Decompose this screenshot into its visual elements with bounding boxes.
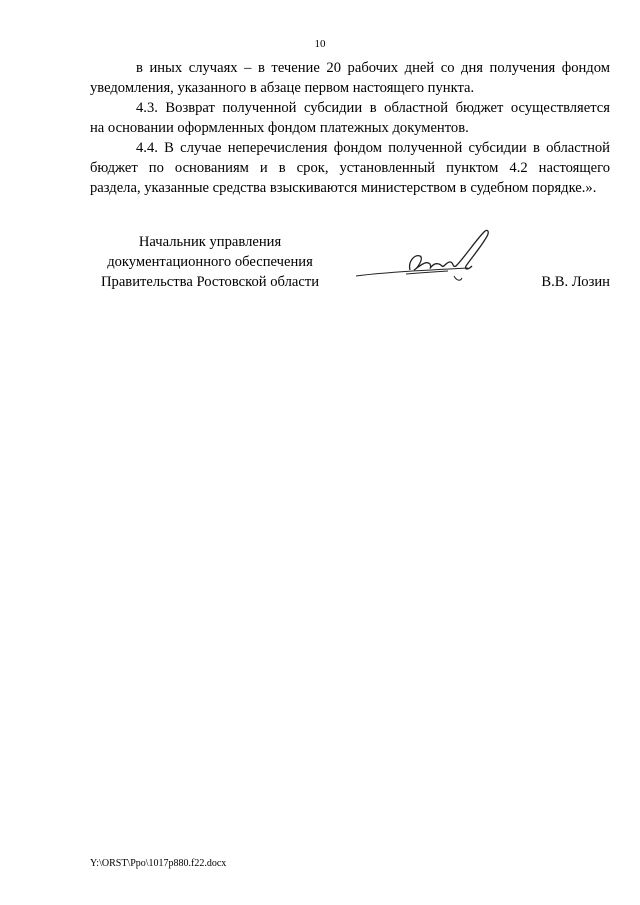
text-line: в иных случаях – в течение 20 рабочих дней со дня получения фондом [136, 60, 610, 76]
signatory-position [90, 232, 330, 292]
position-line: Начальник управления [138, 234, 282, 250]
text-line: раздела, указанные средства взыскиваются министерством в судебном порядке.». [90, 180, 597, 196]
position-line: документационного обеспечения [107, 254, 313, 270]
text-line: 4.3. Возврат полученной субсидии в областной бюджет осуществляется [136, 100, 610, 116]
file-path-footer: Y:\ORST\Ppo\1017p880.f22.docx [90, 858, 227, 869]
page-number: 10 [314, 38, 326, 50]
document-body [90, 58, 610, 198]
position-line: Правительства Ростовской области [100, 274, 320, 290]
paragraph-4-4 [90, 138, 610, 198]
text-line: уведомления, указанного в абзаце первом настоящего пункта. [90, 80, 475, 96]
text-line: на основании оформленных фондом платежных документов. [90, 120, 469, 136]
text-line: бюджет по основаниям и в срок, установленный пунктом 4.2 настоящего [90, 160, 610, 176]
signatory-name: В.В. Лозин [541, 274, 610, 290]
paragraph-4-3 [90, 98, 610, 138]
paragraph-subsidy-deadline [90, 58, 610, 98]
text-line: 4.4. В случае неперечисления фондом полученной субсидии в областной [136, 140, 610, 156]
signature-block [90, 232, 610, 302]
handwritten-signature-image [348, 226, 508, 290]
